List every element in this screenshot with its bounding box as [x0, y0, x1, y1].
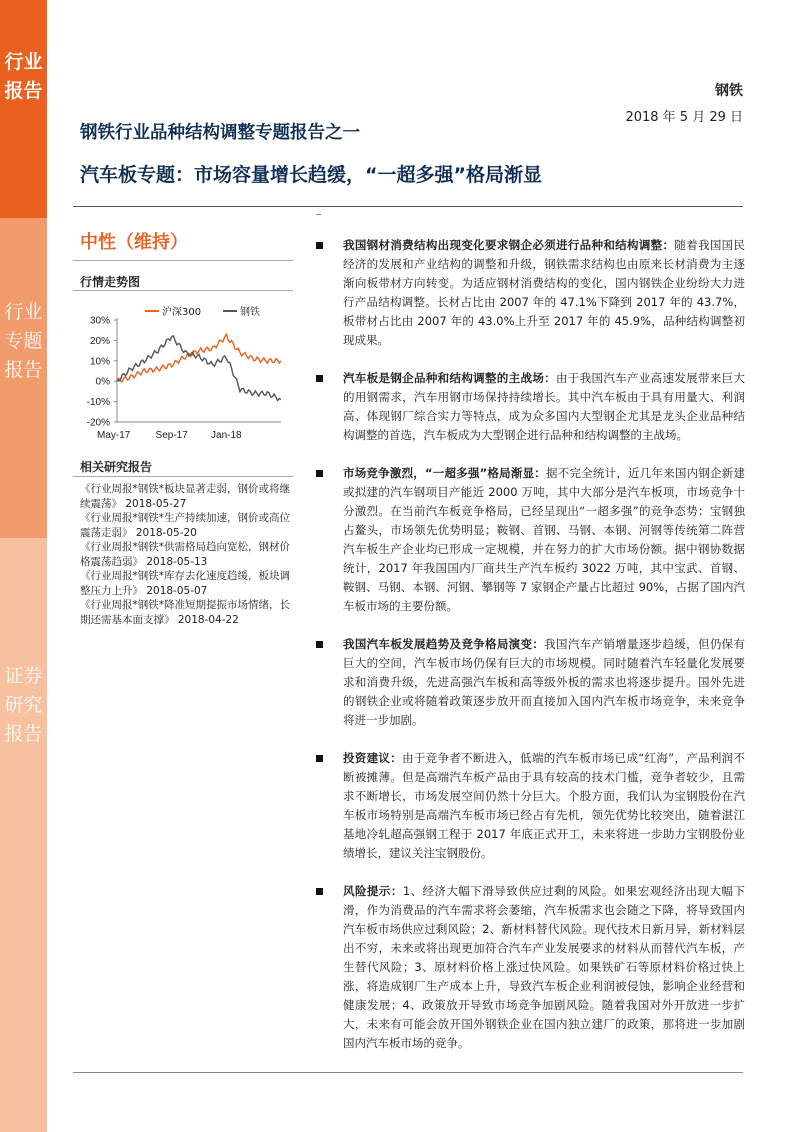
chart-title: 行情走势图	[80, 275, 141, 289]
related-report-item[interactable]: 《行业周报*钢铁*供需格局趋向宽松，钢材价格震荡趋弱》 2018-05-13	[80, 541, 290, 568]
key-point-heading: 汽车板是钢企品种和结构调整的主战场：	[343, 371, 556, 385]
sidebar-middle-label: 行业专题报告	[4, 301, 43, 381]
y-tick-label: -10%	[86, 397, 110, 409]
related-research-list	[80, 482, 292, 627]
key-point-body: 随着我国国民经济的发展和产业结构的调整和升级，钢铁需求结构也由原来长材消费为主逐渐向板带材方向转变。为适应钢材消费结构的变化，国内钢铁企业纷纷大力进行产品结构调整。长材占比由 2007 年的 47.1%下降到 2017 年的 43.7%，板带材占比由 2007 年的 43.0%上升至 2017 年的 45.9%，品种结构调整初现成果。	[343, 238, 746, 347]
y-tick-label: 10%	[89, 356, 110, 368]
key-point-heading: 我国汽车板发展趋势及竞争格局演变：	[343, 637, 545, 651]
key-point	[313, 236, 745, 350]
key-point	[313, 464, 745, 616]
sidebar-top-block	[0, 0, 47, 218]
key-point-heading: 风险提示：	[343, 884, 403, 898]
bullet-square-icon	[316, 470, 323, 477]
chart-legend	[145, 305, 260, 318]
key-point-body: 我国汽车产销增量逐步趋缓，但仍保有巨大的空间，汽车板市场仍保有巨大的市场规模。同时随着汽车轻量化发展要求和消费升级，先进高强汽车板和高等级外板的需求也将逐步提升。国外先进的钢铁企业或将随着政策逐步放开而直接加入国内汽车板市场竞争，未来竞争将进一步加剧。	[343, 637, 746, 727]
related-report-item[interactable]: 《行业周报*钢铁*生产持续加速，钢价或高位震荡走弱》 2018-05-20	[80, 512, 290, 539]
chart-title-divider	[73, 290, 293, 291]
series-line-steel	[117, 336, 281, 401]
bullet-square-icon	[316, 242, 323, 249]
report-title: 汽车板专题：市场容量增长趋缓，“一超多强”格局渐显	[80, 164, 542, 186]
key-point	[313, 635, 745, 730]
industry-label: 钢铁	[715, 83, 743, 99]
legend-label: 沪深300	[162, 307, 202, 318]
y-tick-label: 30%	[89, 315, 110, 327]
related-report-item[interactable]: 《行业周报*钢铁*降准短期提振市场情绪，长期还需基本面支撑》 2018-04-22	[80, 599, 290, 626]
related-research-title: 相关研究报告	[80, 460, 153, 474]
bullet-square-icon	[316, 755, 323, 762]
bullet-square-icon	[316, 641, 323, 648]
report-date: 2018 年 5 月 29 日	[625, 110, 743, 125]
key-point-heading: 投资建议：	[343, 751, 403, 765]
key-point-body: 由于竞争者不断进入，低端的汽车板市场已成“红海”，产品利润不断被摊薄。但是高端汽车板产品由于具有较高的技术门槛，竞争者较少，且需求不断增长，市场发展空间仍然十分巨大。个股方面，我们认为宝钢股份在汽车板市场特别是高端汽车板市场已经占有先机，领先优势比较突出，随着湛江基地冷轧超高强钢工程于 2017 年底正式开工，未来将进一步助力宝钢股份业绩增长，建议关注宝钢股份。	[343, 751, 745, 860]
key-point-body: 由于我国汽车产业高速发展带来巨大的用钢需求，汽车用钢市场保持持续增长。其中汽车板由于具有用量大、利润高、体现钢厂综合实力等特点，成为众多国内大型钢企尤其是龙头企业品种结构调整的首选，汽车板成为大型钢企进行品种和结构调整的主战场。	[343, 371, 745, 442]
x-tick-label: May-17	[97, 430, 131, 441]
bullet-square-icon	[316, 375, 323, 382]
related-research-divider	[73, 476, 293, 477]
key-point	[313, 749, 745, 863]
key-point	[313, 882, 745, 1053]
key-point-body: 1、经济大幅下滑导致供应过剩的风险。如果宏观经济出现大幅下滑，作为消费品的汽车需求将会萎缩，汽车板需求也会随之下降，将导致国内汽车板市场供应过剩风险；2、新材料替代风险。现代技术日新月异，新材料层出不穷，未来或将出现更加符合汽车产业发展要求的材料从而替代汽车板，产生替代风险；3、原材料价格上涨过快风险。如果铁矿石等原材料价格过快上涨，将造成钢厂生产成本上升，导致汽车板企业利润被侵蚀，影响企业经营和健康发展；4、政策放开导致市场竞争加剧风险。随着我国对外开放进一步扩大，未来有可能会放开国外钢铁企业在国内独立建厂的政策，那将进一步加剧国内汽车板市场的竞争。	[343, 884, 745, 1050]
sidebar-bottom-block	[0, 538, 47, 1132]
y-tick-label: 20%	[89, 335, 110, 347]
key-point-heading: 我国钢材消费结构出现变化要求钢企必须进行品种和结构调整：	[343, 238, 675, 252]
rating-divider	[73, 260, 293, 261]
key-point-body: 据不完全统计，近几年来国内钢企新建或拟建的汽车钢项目产能近 2000 万吨，其中大部分是汽车板项，市场竞争十分激烈。在当前汽车板竞争格局，已经呈现出“一超多强”的竞争态势：宝钢独占鳌头，市场领先优势明显；鞍钢、首钢、马钢、本钢、河钢等传统第二阵营汽车板生产企业均已形成一定规模，并在努力的扩大市场份额。据中钢协数据统计，2017 年我国国内厂商共生产汽车板约 3022 万吨，其中宝武、首钢、鞍钢、马钢、本钢、河钢、攀钢等 7 家钢企产量占比超过 90%，占据了国内汽车板市场的主要份额。	[343, 466, 745, 613]
price-trend-chart	[73, 296, 293, 448]
key-points	[313, 236, 745, 1053]
key-point-heading: 市场竞争激烈，“一超多强”格局渐显：	[343, 466, 547, 480]
y-tick-label: 0%	[95, 376, 110, 388]
chart-axes	[87, 316, 281, 442]
x-tick-label: Sep-17	[155, 430, 188, 441]
column-marker	[316, 214, 321, 215]
sidebar-middle-block	[0, 218, 47, 538]
related-report-item[interactable]: 《行业周报*钢铁*库存去化速度趋缓，板块调整压力上升》 2018-05-07	[80, 570, 290, 597]
report-series-title: 钢铁行业品种结构调整专题报告之一	[80, 123, 360, 143]
header-divider	[73, 206, 743, 207]
footer-divider	[73, 1072, 743, 1073]
bullet-square-icon	[316, 888, 323, 895]
y-tick-label: -20%	[86, 417, 110, 429]
key-point	[313, 369, 745, 445]
sidebar-top-label: 行业报告	[4, 51, 43, 102]
x-tick-label: Jan-18	[211, 430, 242, 441]
rating-label: 中性（维持）	[80, 232, 188, 253]
chart-series-group	[117, 334, 281, 400]
legend-label: 钢铁	[240, 307, 260, 318]
sidebar-bottom-label: 证券研究报告	[4, 665, 43, 745]
related-report-item[interactable]: 《行业周报*钢铁*板块显著走弱，钢价或将继续震荡》 2018-05-27	[80, 483, 290, 510]
series-line-hs300	[117, 334, 281, 382]
